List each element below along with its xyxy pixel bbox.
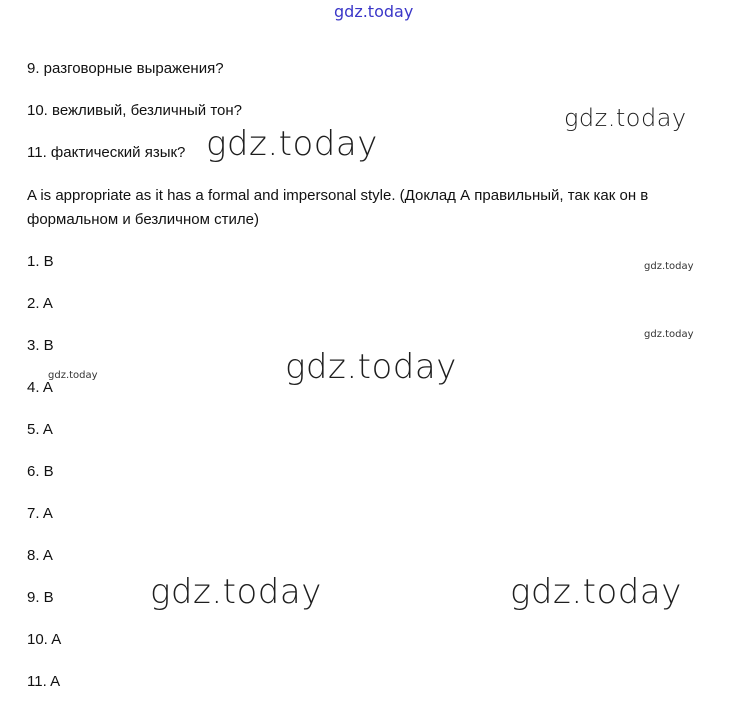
answer-line: 11. A: [27, 673, 61, 690]
watermark-center-upper: gdz.today: [206, 124, 378, 164]
explanation-paragraph: [27, 184, 727, 232]
paragraph-line-2: формальном и безличном стиле): [27, 211, 259, 228]
question-line: 10. вежливый, безличный тон?: [27, 102, 242, 119]
answer-line: 9. B: [27, 589, 54, 606]
watermark-right-upper: gdz.today: [564, 104, 687, 132]
watermark-small-right-1: gdz.today: [644, 261, 694, 272]
watermark-small-right-2: gdz.today: [644, 329, 694, 340]
watermark-top: gdz.today: [334, 2, 414, 21]
watermark-small-left: gdz.today: [48, 370, 98, 381]
answer-line: 2. A: [27, 295, 53, 312]
answer-line: 5. A: [27, 421, 53, 438]
answer-line: 6. B: [27, 463, 54, 480]
paragraph-line-1: A is appropriate as it has a formal and impersonal style. (Доклад А правильный, так как он в: [27, 187, 649, 204]
watermark-bottom-left: gdz.today: [150, 572, 322, 612]
watermark-bottom-right: gdz.today: [510, 572, 682, 612]
question-line: 11. фактический язык?: [27, 144, 186, 161]
answer-line: 1. B: [27, 253, 54, 270]
watermark-center-middle: gdz.today: [285, 347, 457, 387]
question-line: 9. разговорные выражения?: [27, 60, 224, 77]
answer-line: 8. A: [27, 547, 53, 564]
answer-line: 4. A: [27, 379, 53, 396]
answer-line: 7. A: [27, 505, 53, 522]
answer-line: 3. B: [27, 337, 54, 354]
answer-line: 10. A: [27, 631, 62, 648]
